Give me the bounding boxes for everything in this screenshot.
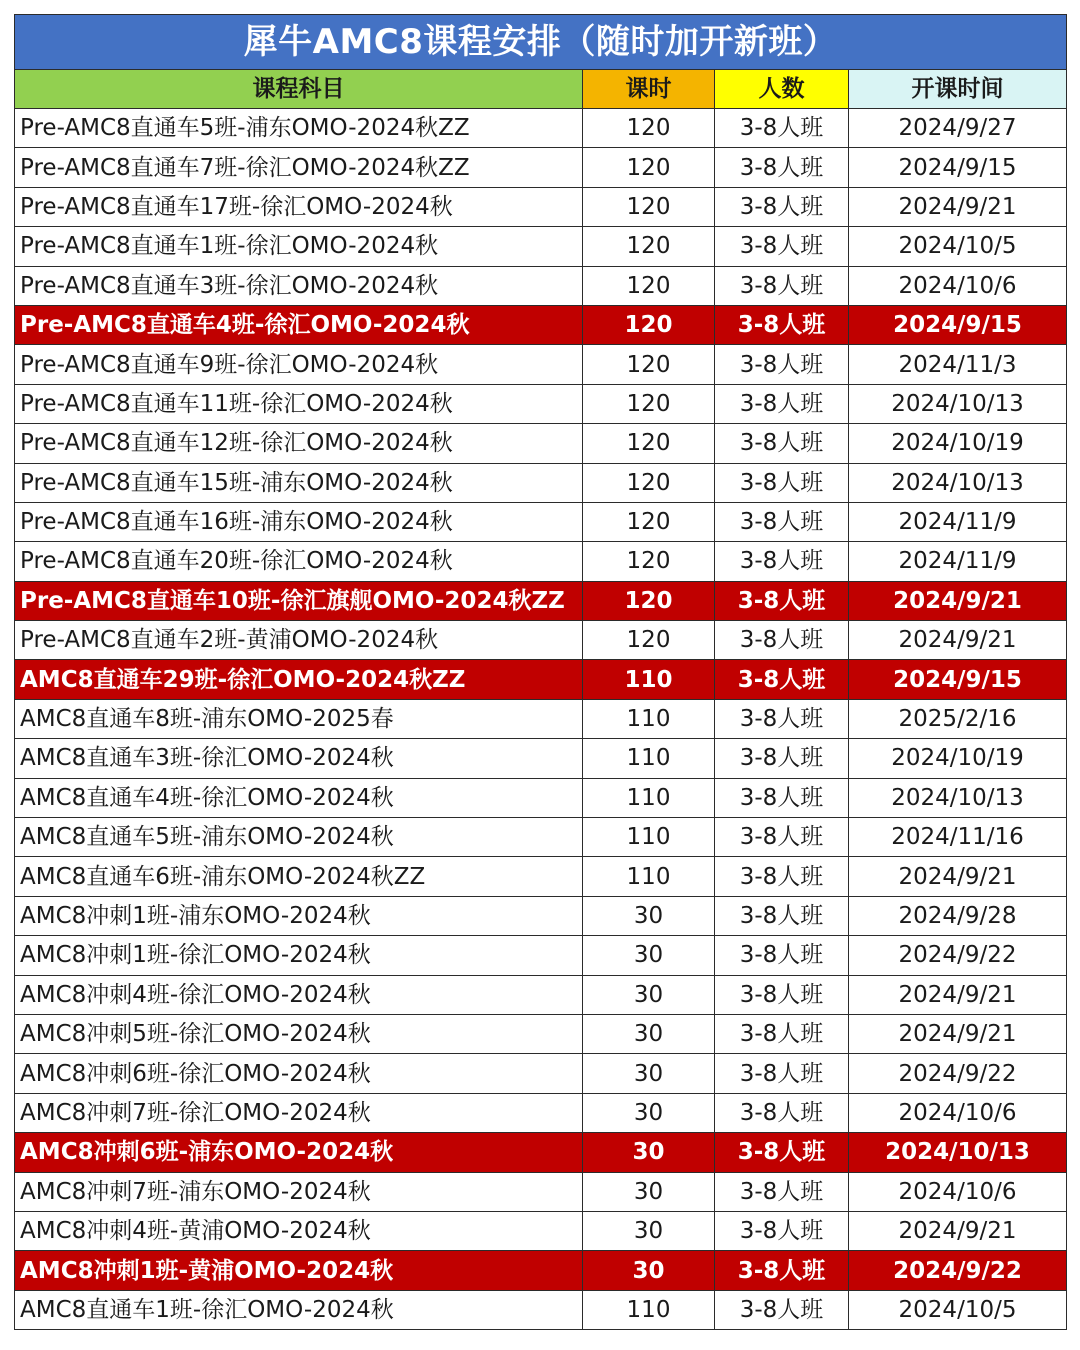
header-class-size: 人数 bbox=[715, 70, 849, 109]
class-size-cell: 3-8人班 bbox=[715, 1133, 849, 1172]
header-course: 课程科目 bbox=[15, 70, 583, 109]
course-name-cell: AMC8直通车4班-徐汇OMO-2024秋 bbox=[15, 778, 583, 817]
hours-cell: 110 bbox=[583, 778, 715, 817]
start-date-cell: 2025/2/16 bbox=[849, 699, 1067, 738]
hours-cell: 120 bbox=[583, 424, 715, 463]
hours-cell: 110 bbox=[583, 1290, 715, 1329]
class-size-cell: 3-8人班 bbox=[715, 818, 849, 857]
course-name-cell: Pre-AMC8直通车7班-徐汇OMO-2024秋ZZ bbox=[15, 148, 583, 187]
course-name-cell: AMC8冲刺5班-徐汇OMO-2024秋 bbox=[15, 1014, 583, 1053]
table-row bbox=[15, 1172, 1067, 1211]
table-row-highlighted bbox=[15, 305, 1067, 344]
hours-cell: 120 bbox=[583, 148, 715, 187]
hours-cell: 110 bbox=[583, 818, 715, 857]
course-name-cell: AMC8冲刺1班-黄浦OMO-2024秋 bbox=[15, 1251, 583, 1290]
start-date-cell: 2024/9/22 bbox=[849, 1251, 1067, 1290]
class-size-cell: 3-8人班 bbox=[715, 345, 849, 384]
course-name-cell: Pre-AMC8直通车15班-浦东OMO-2024秋 bbox=[15, 463, 583, 502]
course-name-cell: Pre-AMC8直通车5班-浦东OMO-2024秋ZZ bbox=[15, 109, 583, 148]
class-size-cell: 3-8人班 bbox=[715, 384, 849, 423]
course-schedule-table bbox=[14, 14, 1067, 1330]
table-row bbox=[15, 699, 1067, 738]
course-name-cell: Pre-AMC8直通车17班-徐汇OMO-2024秋 bbox=[15, 187, 583, 226]
class-size-cell: 3-8人班 bbox=[715, 896, 849, 935]
course-name-cell: Pre-AMC8直通车9班-徐汇OMO-2024秋 bbox=[15, 345, 583, 384]
table-row bbox=[15, 345, 1067, 384]
table-row bbox=[15, 975, 1067, 1014]
course-name-cell: AMC8直通车8班-浦东OMO-2025春 bbox=[15, 699, 583, 738]
start-date-cell: 2024/11/3 bbox=[849, 345, 1067, 384]
start-date-cell: 2024/10/19 bbox=[849, 424, 1067, 463]
course-name-cell: AMC8冲刺7班-徐汇OMO-2024秋 bbox=[15, 1093, 583, 1132]
course-name-cell: AMC8冲刺1班-浦东OMO-2024秋 bbox=[15, 896, 583, 935]
start-date-cell: 2024/9/27 bbox=[849, 109, 1067, 148]
header-start-date: 开课时间 bbox=[849, 70, 1067, 109]
hours-cell: 120 bbox=[583, 109, 715, 148]
start-date-cell: 2024/9/21 bbox=[849, 581, 1067, 620]
class-size-cell: 3-8人班 bbox=[715, 148, 849, 187]
hours-cell: 120 bbox=[583, 384, 715, 423]
table-row-highlighted bbox=[15, 1133, 1067, 1172]
course-name-cell: Pre-AMC8直通车1班-徐汇OMO-2024秋 bbox=[15, 227, 583, 266]
start-date-cell: 2024/11/9 bbox=[849, 542, 1067, 581]
start-date-cell: 2024/10/5 bbox=[849, 227, 1067, 266]
hours-cell: 120 bbox=[583, 542, 715, 581]
start-date-cell: 2024/10/6 bbox=[849, 1093, 1067, 1132]
start-date-cell: 2024/11/9 bbox=[849, 502, 1067, 541]
course-name-cell: Pre-AMC8直通车10班-徐汇旗舰OMO-2024秋ZZ bbox=[15, 581, 583, 620]
table-row bbox=[15, 896, 1067, 935]
table-row-highlighted bbox=[15, 1251, 1067, 1290]
start-date-cell: 2024/9/21 bbox=[849, 975, 1067, 1014]
class-size-cell: 3-8人班 bbox=[715, 227, 849, 266]
start-date-cell: 2024/10/13 bbox=[849, 1133, 1067, 1172]
hours-cell: 120 bbox=[583, 227, 715, 266]
class-size-cell: 3-8人班 bbox=[715, 1172, 849, 1211]
start-date-cell: 2024/9/21 bbox=[849, 621, 1067, 660]
table-row bbox=[15, 424, 1067, 463]
start-date-cell: 2024/9/15 bbox=[849, 305, 1067, 344]
hours-cell: 30 bbox=[583, 896, 715, 935]
class-size-cell: 3-8人班 bbox=[715, 778, 849, 817]
table-row bbox=[15, 818, 1067, 857]
start-date-cell: 2024/10/13 bbox=[849, 463, 1067, 502]
class-size-cell: 3-8人班 bbox=[715, 1093, 849, 1132]
hours-cell: 30 bbox=[583, 1251, 715, 1290]
table-row bbox=[15, 227, 1067, 266]
table-row-highlighted bbox=[15, 581, 1067, 620]
title-row bbox=[15, 15, 1067, 70]
table-row bbox=[15, 1093, 1067, 1132]
start-date-cell: 2024/9/28 bbox=[849, 896, 1067, 935]
start-date-cell: 2024/10/13 bbox=[849, 384, 1067, 423]
class-size-cell: 3-8人班 bbox=[715, 187, 849, 226]
course-name-cell: Pre-AMC8直通车2班-黄浦OMO-2024秋 bbox=[15, 621, 583, 660]
table-row bbox=[15, 739, 1067, 778]
table-row bbox=[15, 1054, 1067, 1093]
table-row bbox=[15, 187, 1067, 226]
start-date-cell: 2024/9/22 bbox=[849, 1054, 1067, 1093]
start-date-cell: 2024/9/22 bbox=[849, 936, 1067, 975]
hours-cell: 30 bbox=[583, 1054, 715, 1093]
class-size-cell: 3-8人班 bbox=[715, 1251, 849, 1290]
hours-cell: 120 bbox=[583, 463, 715, 502]
class-size-cell: 3-8人班 bbox=[715, 975, 849, 1014]
table-row bbox=[15, 542, 1067, 581]
class-size-cell: 3-8人班 bbox=[715, 109, 849, 148]
table-row bbox=[15, 936, 1067, 975]
hours-cell: 120 bbox=[583, 305, 715, 344]
course-name-cell: AMC8冲刺1班-徐汇OMO-2024秋 bbox=[15, 936, 583, 975]
hours-cell: 120 bbox=[583, 345, 715, 384]
course-name-cell: AMC8直通车1班-徐汇OMO-2024秋 bbox=[15, 1290, 583, 1329]
start-date-cell: 2024/9/21 bbox=[849, 187, 1067, 226]
table-row bbox=[15, 778, 1067, 817]
table-row bbox=[15, 463, 1067, 502]
course-name-cell: AMC8冲刺6班-徐汇OMO-2024秋 bbox=[15, 1054, 583, 1093]
class-size-cell: 3-8人班 bbox=[715, 1290, 849, 1329]
course-name-cell: AMC8直通车6班-浦东OMO-2024秋ZZ bbox=[15, 857, 583, 896]
course-name-cell: AMC8冲刺6班-浦东OMO-2024秋 bbox=[15, 1133, 583, 1172]
hours-cell: 30 bbox=[583, 936, 715, 975]
table-row bbox=[15, 502, 1067, 541]
class-size-cell: 3-8人班 bbox=[715, 424, 849, 463]
course-name-cell: Pre-AMC8直通车11班-徐汇OMO-2024秋 bbox=[15, 384, 583, 423]
table-row bbox=[15, 384, 1067, 423]
course-name-cell: Pre-AMC8直通车20班-徐汇OMO-2024秋 bbox=[15, 542, 583, 581]
start-date-cell: 2024/10/13 bbox=[849, 778, 1067, 817]
table-row bbox=[15, 1290, 1067, 1329]
table-row bbox=[15, 266, 1067, 305]
table-row bbox=[15, 109, 1067, 148]
start-date-cell: 2024/9/21 bbox=[849, 857, 1067, 896]
course-name-cell: Pre-AMC8直通车4班-徐汇OMO-2024秋 bbox=[15, 305, 583, 344]
class-size-cell: 3-8人班 bbox=[715, 621, 849, 660]
table-row bbox=[15, 857, 1067, 896]
start-date-cell: 2024/10/6 bbox=[849, 1172, 1067, 1211]
hours-cell: 30 bbox=[583, 975, 715, 1014]
hours-cell: 110 bbox=[583, 699, 715, 738]
course-name-cell: Pre-AMC8直通车12班-徐汇OMO-2024秋 bbox=[15, 424, 583, 463]
hours-cell: 110 bbox=[583, 857, 715, 896]
class-size-cell: 3-8人班 bbox=[715, 1211, 849, 1250]
class-size-cell: 3-8人班 bbox=[715, 502, 849, 541]
page-title: 犀牛AMC8课程安排（随时加开新班） bbox=[15, 15, 1067, 70]
class-size-cell: 3-8人班 bbox=[715, 699, 849, 738]
class-size-cell: 3-8人班 bbox=[715, 266, 849, 305]
start-date-cell: 2024/9/15 bbox=[849, 148, 1067, 187]
hours-cell: 30 bbox=[583, 1133, 715, 1172]
start-date-cell: 2024/10/19 bbox=[849, 739, 1067, 778]
table-row-highlighted bbox=[15, 660, 1067, 699]
hours-cell: 120 bbox=[583, 266, 715, 305]
course-name-cell: AMC8冲刺4班-徐汇OMO-2024秋 bbox=[15, 975, 583, 1014]
hours-cell: 30 bbox=[583, 1014, 715, 1053]
table-row bbox=[15, 148, 1067, 187]
class-size-cell: 3-8人班 bbox=[715, 463, 849, 502]
start-date-cell: 2024/9/15 bbox=[849, 660, 1067, 699]
class-size-cell: 3-8人班 bbox=[715, 1014, 849, 1053]
class-size-cell: 3-8人班 bbox=[715, 305, 849, 344]
course-name-cell: AMC8冲刺7班-浦东OMO-2024秋 bbox=[15, 1172, 583, 1211]
course-name-cell: AMC8冲刺4班-黄浦OMO-2024秋 bbox=[15, 1211, 583, 1250]
header-row bbox=[15, 70, 1067, 109]
hours-cell: 30 bbox=[583, 1211, 715, 1250]
hours-cell: 110 bbox=[583, 660, 715, 699]
hours-cell: 30 bbox=[583, 1172, 715, 1211]
start-date-cell: 2024/11/16 bbox=[849, 818, 1067, 857]
class-size-cell: 3-8人班 bbox=[715, 857, 849, 896]
class-size-cell: 3-8人班 bbox=[715, 660, 849, 699]
class-size-cell: 3-8人班 bbox=[715, 739, 849, 778]
class-size-cell: 3-8人班 bbox=[715, 1054, 849, 1093]
table-row bbox=[15, 1211, 1067, 1250]
class-size-cell: 3-8人班 bbox=[715, 581, 849, 620]
course-name-cell: Pre-AMC8直通车16班-浦东OMO-2024秋 bbox=[15, 502, 583, 541]
class-size-cell: 3-8人班 bbox=[715, 542, 849, 581]
start-date-cell: 2024/10/6 bbox=[849, 266, 1067, 305]
hours-cell: 110 bbox=[583, 739, 715, 778]
course-name-cell: AMC8直通车3班-徐汇OMO-2024秋 bbox=[15, 739, 583, 778]
start-date-cell: 2024/9/21 bbox=[849, 1211, 1067, 1250]
course-name-cell: AMC8直通车29班-徐汇OMO-2024秋ZZ bbox=[15, 660, 583, 699]
hours-cell: 30 bbox=[583, 1093, 715, 1132]
hours-cell: 120 bbox=[583, 187, 715, 226]
class-size-cell: 3-8人班 bbox=[715, 936, 849, 975]
course-name-cell: AMC8直通车5班-浦东OMO-2024秋 bbox=[15, 818, 583, 857]
table-row bbox=[15, 621, 1067, 660]
hours-cell: 120 bbox=[583, 502, 715, 541]
hours-cell: 120 bbox=[583, 581, 715, 620]
start-date-cell: 2024/9/21 bbox=[849, 1014, 1067, 1053]
hours-cell: 120 bbox=[583, 621, 715, 660]
course-name-cell: Pre-AMC8直通车3班-徐汇OMO-2024秋 bbox=[15, 266, 583, 305]
start-date-cell: 2024/10/5 bbox=[849, 1290, 1067, 1329]
header-hours: 课时 bbox=[583, 70, 715, 109]
table-row bbox=[15, 1014, 1067, 1053]
